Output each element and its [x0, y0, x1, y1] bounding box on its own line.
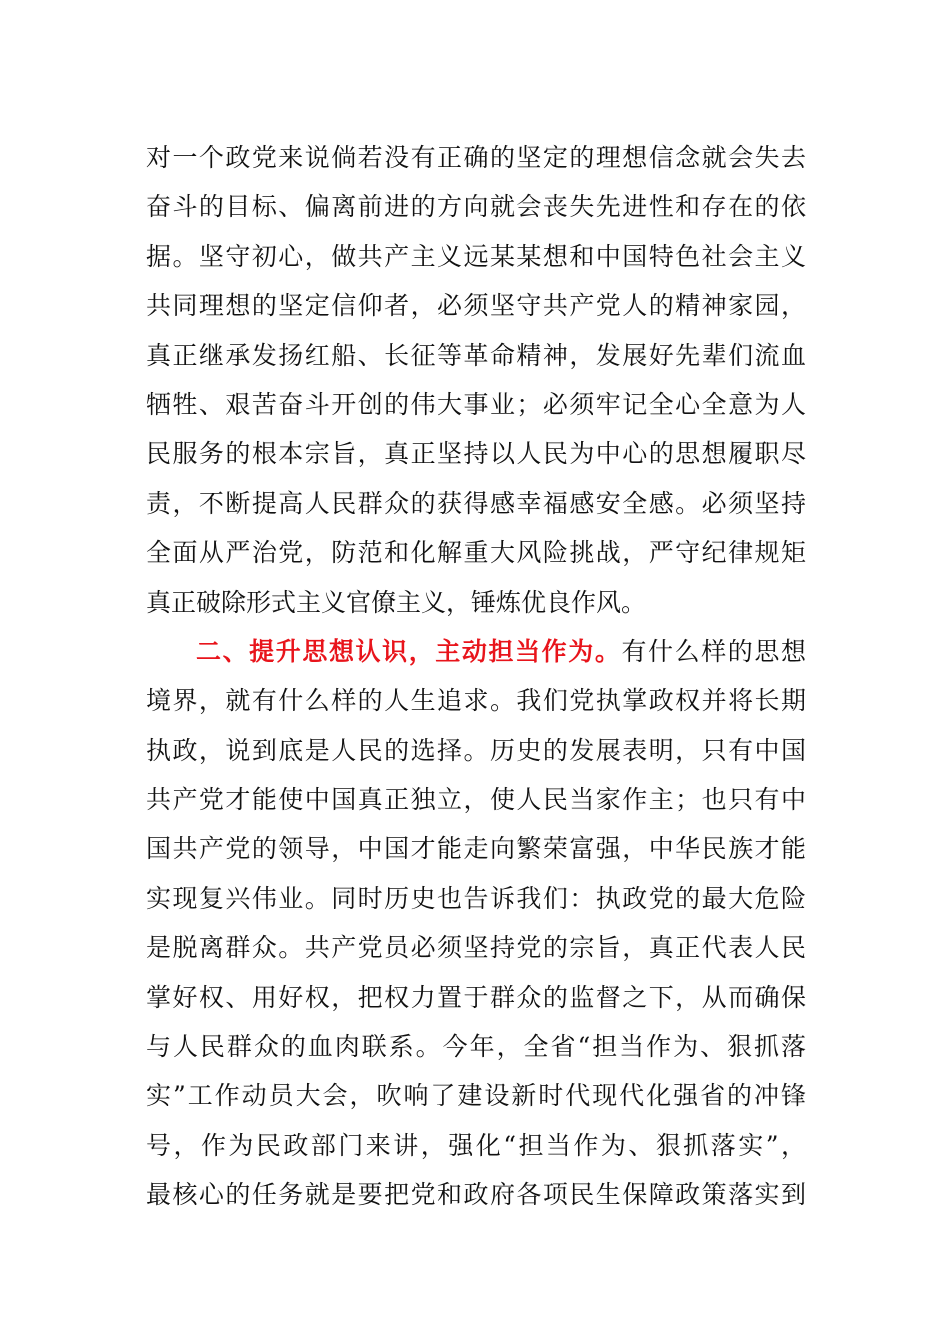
section-heading: 二、提升思想认识，主动担当作为。	[196, 636, 622, 666]
text-line: 执政，说到底是人民的选择。历史的发展表明，只有中国	[146, 735, 806, 765]
text-segment: 有什么样的思想	[621, 636, 806, 666]
text-line: 号，作为民政部门来讲，强化“担当作为、狠抓落实”，	[146, 1130, 806, 1160]
text-line: 据。坚守初心，做共产主义远某某想和中国特色社会主义	[146, 241, 806, 271]
text-line: 境界，就有什么样的人生追求。我们党执掌政权并将长期	[146, 686, 806, 716]
text-line: 与人民群众的血肉联系。今年，全省“担当作为、狠抓落	[146, 1032, 806, 1062]
text-line: 责，不断提高人民群众的获得感幸福感安全感。必须坚持	[146, 488, 806, 518]
text-line: 民服务的根本宗旨，真正坚持以人民为中心的思想履职尽	[146, 439, 806, 469]
text-line: 牺牲、艰苦奋斗开创的伟大事业；必须牢记全心全意为人	[146, 389, 806, 419]
text-line: 最核心的任务就是要把党和政府各项民生保障政策落实到	[146, 1180, 806, 1210]
text-line: 对一个政党来说倘若没有正确的坚定的理想信念就会失去	[146, 143, 806, 172]
text-line: 掌好权、用好权，把权力置于群众的监督之下，从而确保	[146, 982, 806, 1012]
text-line: 真正破除形式主义官僚主义，锤炼优良作风。	[146, 587, 647, 617]
text-line: 共产党才能使中国真正独立，使人民当家作主；也只有中	[146, 785, 806, 815]
text-line: 实”工作动员大会，吹响了建设新时代现代化强省的冲锋	[146, 1081, 806, 1111]
text-line: 奋斗的目标、偏离前进的方向就会丧失先进性和存在的依	[146, 192, 806, 222]
section-heading-line	[146, 627, 806, 676]
text-line: 实现复兴伟业。同时历史也告诉我们：执政党的最大危险	[146, 883, 806, 913]
text-line: 共同理想的坚定信仰者，必须坚守共产党人的精神家园，	[146, 291, 806, 321]
text-line: 真正继承发扬红船、长征等革命精神，发展好先辈们流血	[146, 340, 806, 370]
text-line: 是脱离群众。共产党员必须坚持党的宗旨，真正代表人民	[146, 933, 806, 963]
text-line: 全面从严治党，防范和化解重大风险挑战，严守纪律规矩	[146, 538, 806, 568]
document-body	[146, 133, 806, 1220]
text-line: 国共产党的领导，中国才能走向繁荣富强，中华民族才能	[146, 834, 806, 864]
